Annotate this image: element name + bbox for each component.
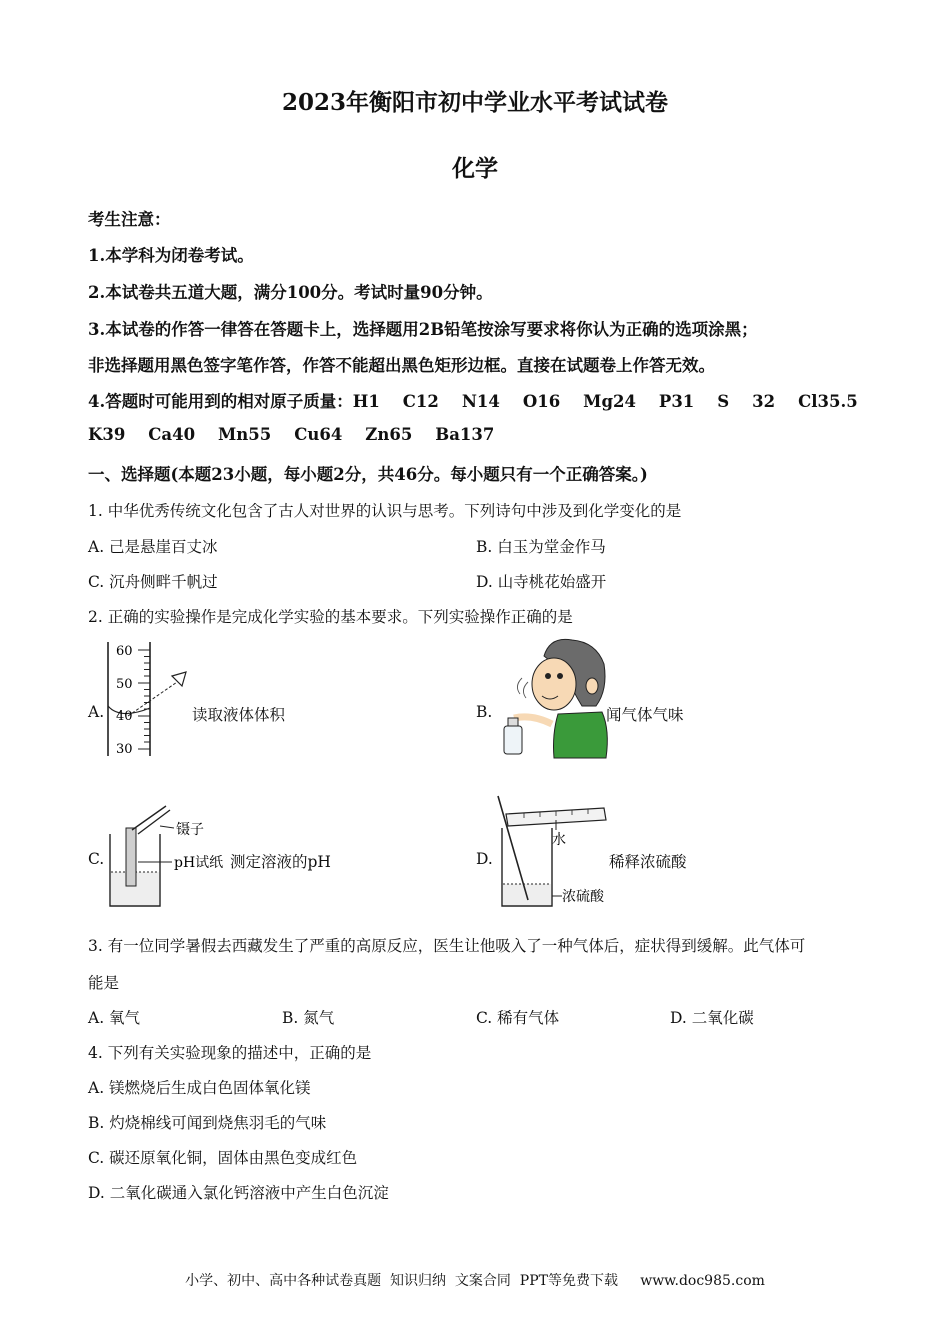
question-2-option-b-letter: B.: [476, 703, 493, 721]
smelling-gas-boy-illustration: [492, 634, 612, 764]
water-label: 水: [552, 832, 566, 848]
ph-test-illustration: [104, 800, 234, 912]
question-1-stem: 1. 中华优秀传统文化包含了古人对世界的认识与思考。下列诗句中涉及到化学变化的是: [88, 502, 682, 520]
question-3-stem-continued: 能是: [88, 974, 120, 992]
ph-paper-label: pH试纸: [174, 855, 224, 871]
question-2-option-d-caption: 稀释浓硫酸: [609, 853, 687, 871]
question-2-option-c-caption: 测定溶液的pH: [230, 853, 331, 871]
exam-title: 2023年衡阳市初中学业水平考试试卷: [281, 89, 668, 116]
question-3-stem: 3. 有一位同学暑假去西藏发生了严重的高原反应，医生让他吸入了一种气体后，症状得到缓解。此气体可: [88, 937, 806, 955]
question-4-option-d: D. 二氧化碳通入氯化钙溶液中产生白色沉淀: [88, 1184, 389, 1202]
notice-item: 4.答题时可能用到的相对原子质量：H1 C12 N14 O16 Mg24 P31 S 32 Cl35.5: [88, 392, 858, 411]
tweezers-label: 镊子: [176, 822, 204, 838]
notice-item: 3.本试卷的作答一律答在答题卡上，选择题用2B铅笔按涂写要求将你认为正确的选项涂黑；: [88, 320, 758, 339]
question-3-option-b: B. 氮气: [282, 1009, 335, 1027]
question-1-option-c: C. 沉舟侧畔千帆过: [88, 573, 218, 591]
tick-label-60: 60: [116, 644, 133, 659]
notice-item: 1.本学科为闭卷考试。: [88, 246, 254, 265]
notice-item: K39 Ca40 Mn55 Cu64 Zn65 Ba137: [88, 425, 495, 444]
tick-label-30: 30: [116, 742, 133, 757]
notice-item: 非选择题用黑色签字笔作答，作答不能超出黑色矩形边框。直接在试题卷上作答无效。: [88, 356, 715, 375]
concentrated-acid-label: 浓硫酸: [562, 889, 604, 905]
question-4-option-a: A. 镁燃烧后生成白色固体氧化镁: [88, 1079, 311, 1097]
question-2-option-a-caption: 读取液体体积: [192, 706, 286, 724]
tick-label-50: 50: [116, 677, 133, 692]
tick-label-40: 40: [116, 709, 133, 724]
question-2-option-b-caption: 闻气体气味: [606, 706, 684, 724]
question-1-option-d: D. 山寺桃花始盛开: [476, 573, 607, 591]
question-1-option-a: A. 己是悬崖百丈冰: [88, 538, 218, 556]
subject-title: 化学: [452, 155, 498, 182]
question-4-option-c: C. 碳还原氧化铜，固体由黑色变成红色: [88, 1149, 358, 1167]
question-4-option-b: B. 灼烧棉线可闻到烧焦羽毛的气味: [88, 1114, 327, 1132]
question-2-stem: 2. 正确的实验操作是完成化学实验的基本要求。下列实验操作正确的是: [88, 608, 573, 626]
notice-heading: 考生注意：: [88, 210, 171, 229]
question-2-option-c-letter: C.: [88, 850, 105, 868]
question-2-option-a-letter: A.: [88, 703, 105, 721]
question-4-stem: 4. 下列有关实验现象的描述中，正确的是: [88, 1044, 372, 1062]
notice-item: 2.本试卷共五道大题，满分100分。考试时量90分钟。: [88, 283, 493, 302]
question-1-option-b: B. 白玉为堂金作马: [476, 538, 606, 556]
section-heading: 一、选择题(本题23小题，每小题2分，共46分。每小题只有一个正确答案。): [88, 465, 648, 484]
question-3-option-d: D. 二氧化碳: [670, 1009, 754, 1027]
question-2-option-d-letter: D.: [476, 850, 493, 868]
question-3-option-c: C. 稀有气体: [476, 1009, 560, 1027]
graduated-cylinder-illustration: [100, 638, 200, 760]
question-3-option-a: A. 氧气: [88, 1009, 141, 1027]
page-footer: 小学、初中、高中各种试卷真题 知识归纳 文案合同 PPT等免费下载 www.doc985.com: [185, 1273, 765, 1289]
